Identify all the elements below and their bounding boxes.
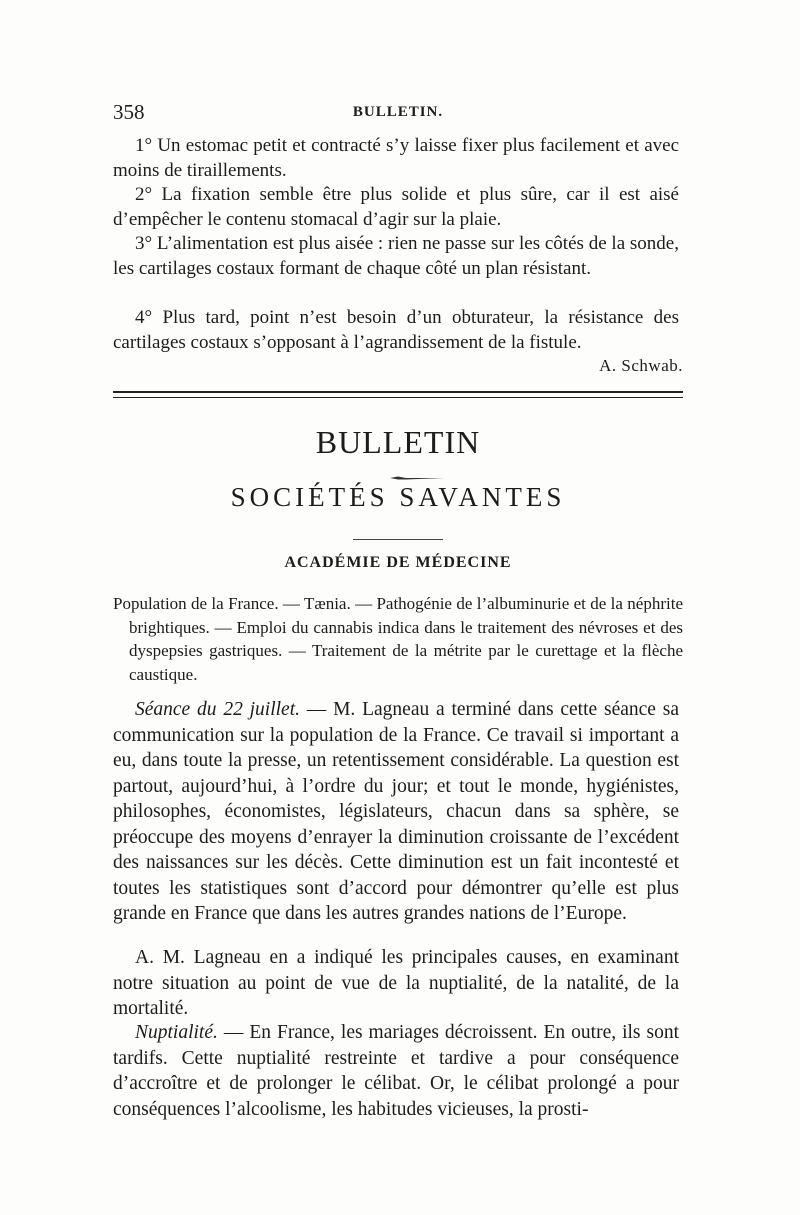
intro-paragraph-2: 2° La fixation semble être plus solide et plus sûre, car il est aisé d’empêcher le contenu stomacal d’agir sur la plaie. bbox=[113, 184, 679, 230]
author-signature: A. Schwab. bbox=[599, 356, 683, 375]
separator-rule-thin bbox=[113, 397, 683, 398]
small-rule bbox=[353, 539, 443, 540]
session-summary: Population de la France. — Tænia. — Pathogénie de l’albuminurie et de la néphrite brightiques. — Emploi du cannabis indica dans le traitement des névroses et des dyspepsies gastriques. — Traitement de la métrite par le curettage et la flèche caustique. bbox=[113, 594, 683, 684]
academy-title: ACADÉMIE DE MÉDECINE bbox=[284, 554, 512, 571]
running-title: BULLETIN. bbox=[352, 104, 444, 120]
seance-paragraph: Séance du 22 juillet. — M. Lagneau a terminé dans cette séance sa communication sur la population de la France. Ce travail si important a eu, dans toute la presse, un retentissement considérable. La question est partout, aujourd’hui, à l’ordre du jour; et tout le monde, hygiénistes, philosophes, économistes, législateurs, chacun dans sa sphère, se préoccupe des moyens d’enrayer la diminution croissante de l’excédent des naissances sur les décès. Cette diminution est un fait incontesté et toutes les statistiques sont d’accord pour démontrer qu’elle est plus grande en France que dans les autres grandes nations de l’Europe. bbox=[113, 699, 679, 924]
running-head bbox=[113, 100, 683, 122]
separator-rule-thick bbox=[113, 391, 683, 393]
intro-paragraph-1: 1° Un estomac petit et contracté s’y laisse fixer plus facilement et avec moins de tiraillements. bbox=[113, 135, 679, 181]
causes-paragraph: A. M. Lagneau en a indiqué les principales causes, en examinant notre situation au point de vue de la nuptialité, de la natalité, de la mortalité. bbox=[113, 947, 679, 1019]
intro-paragraph-3: 3° L’alimentation est plus aisée : rien ne passe sur les côtés de la sonde, les cartilages costaux formant de chaque côté un plan résistant. bbox=[113, 233, 679, 279]
page-number: 358 bbox=[113, 100, 145, 124]
ornament-rule bbox=[352, 476, 444, 480]
nuptialite-label: Nuptialité. bbox=[135, 1022, 218, 1043]
nuptialite-paragraph: Nuptialité. — En France, les mariages décroissent. En outre, ils sont tardifs. Cette nuptialité restreinte et tardive a pour conséquence d’accroître et de prolonger le célibat. Or, le célibat prolongé a pour conséquences l’alcoolisme, les habitudes vicieuses, la prosti- bbox=[113, 1022, 679, 1120]
intro-paragraph-4: 4° Plus tard, point n’est besoin d’un obturateur, la résistance des cartilages costaux s’opposant à l’agrandissement de la fistule. bbox=[113, 307, 679, 353]
seance-date: Séance du 22 juillet. bbox=[135, 699, 300, 720]
subsection-title: SOCIÉTÉS SAVANTES bbox=[230, 482, 566, 512]
section-title: BULLETIN bbox=[315, 424, 481, 460]
